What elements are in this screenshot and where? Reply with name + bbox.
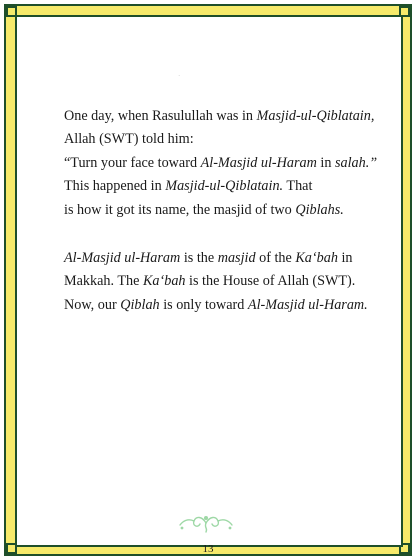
italic-term: Qiblahs. bbox=[295, 201, 344, 218]
text-run: is the bbox=[180, 250, 218, 266]
italic-term: Qiblah bbox=[120, 296, 160, 313]
italic-term: Ka‘bah bbox=[295, 250, 338, 266]
italic-term: Ka‘bah bbox=[142, 273, 186, 290]
text-run: Now, our bbox=[64, 296, 121, 313]
text-run: One day, when Rasulullah was in bbox=[64, 108, 257, 124]
text-run: of the bbox=[255, 250, 296, 266]
text-run: is how it got its name, the masjid of two bbox=[64, 201, 296, 218]
text-run: “Turn your face toward bbox=[64, 154, 201, 171]
text-line bbox=[64, 294, 374, 317]
italic-term: Al-Masjid ul-Haram bbox=[200, 154, 317, 171]
italic-term: Al-Masjid ul-Haram bbox=[64, 250, 181, 266]
floral-scroll-ornament-icon bbox=[176, 512, 236, 534]
italic-term: Masjid-ul-Qiblatain. bbox=[165, 178, 284, 195]
speck: · bbox=[178, 72, 181, 80]
text-line bbox=[64, 152, 378, 175]
paragraph-2 bbox=[64, 247, 374, 317]
text-line bbox=[64, 247, 374, 270]
italic-term: Masjid-ul-Qiblatain, bbox=[256, 108, 375, 124]
text-run: is the House of Allah (SWT). bbox=[185, 273, 356, 290]
text-run: in bbox=[337, 250, 353, 266]
italic-term: masjid bbox=[217, 250, 256, 266]
text-run: This happened in bbox=[64, 178, 166, 195]
text-line bbox=[64, 105, 374, 128]
text-line bbox=[64, 270, 374, 293]
text-run: Makkah. The bbox=[64, 273, 143, 290]
text-run: in bbox=[316, 154, 335, 171]
italic-term: Al-Masjid ul-Haram. bbox=[247, 296, 368, 313]
text-line bbox=[64, 175, 374, 198]
page-number: 13 bbox=[202, 543, 214, 555]
italic-term: salah.” bbox=[335, 154, 378, 171]
text-run: is only toward bbox=[159, 296, 248, 313]
text-line bbox=[64, 128, 374, 151]
text-run: Allah (SWT) told him: bbox=[64, 131, 194, 148]
text-run: That bbox=[283, 178, 313, 195]
paragraph-1 bbox=[64, 105, 378, 222]
text-line bbox=[64, 199, 374, 222]
